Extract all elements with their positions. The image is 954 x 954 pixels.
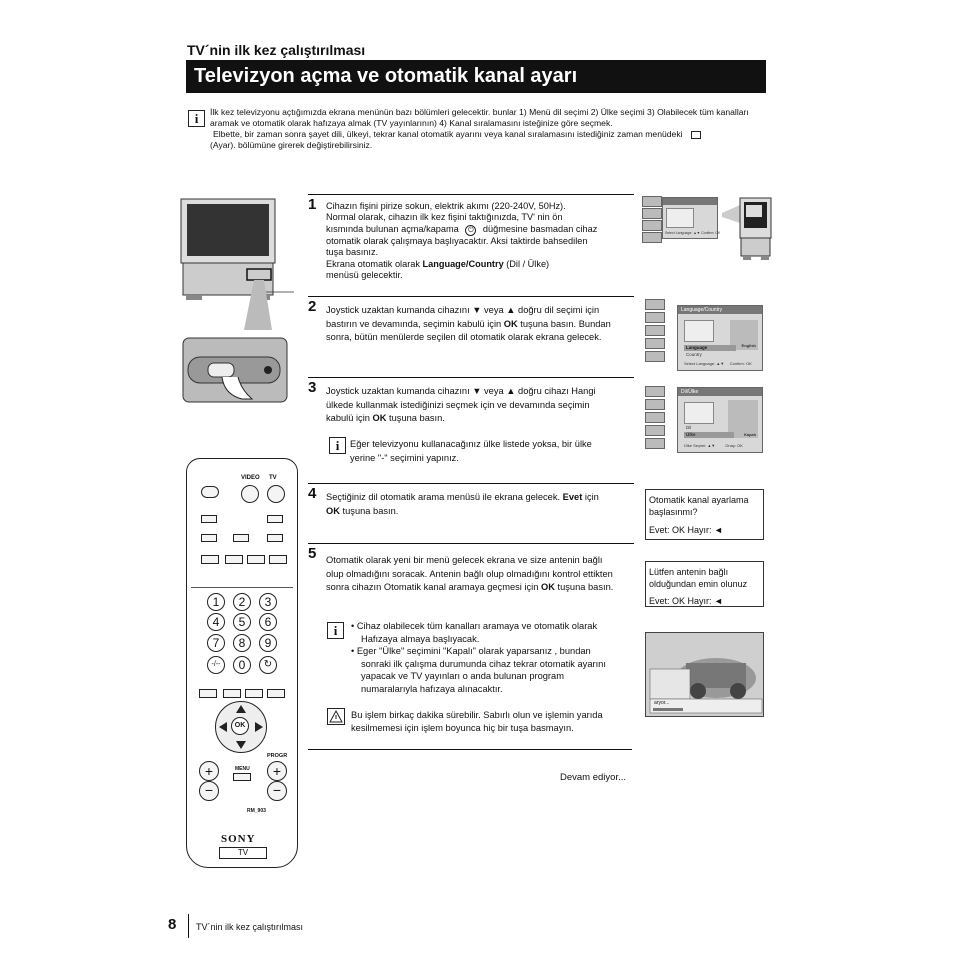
remote-video-label: VIDEO xyxy=(241,475,260,481)
step-2-line: Joystick uzaktan kumanda cihazını ▼ veya ▲ doğru dil seçimi için xyxy=(326,305,600,315)
dil-ulke-screen: Dil/Ülke Kapalı Dil Ülke Ülke Seçimi: ▲▼ Onay: OK xyxy=(677,387,763,453)
step-4-number: 4 xyxy=(308,485,317,502)
step-4-bold: Evet xyxy=(562,492,583,502)
screen-3-ulke: Ülke xyxy=(684,432,734,438)
section-title: TV´nin ilk kez çalıştırılması xyxy=(187,42,366,58)
note-line: • Cihaz olabilecek tüm kanalları aramaya ve otomatik olarak xyxy=(351,621,598,631)
power-button-closeup xyxy=(182,337,288,403)
power-icon: ⏻ xyxy=(465,225,476,236)
language-country-screen: Language/Country English Language Country Select Language: ▲▼ Confirm: OK xyxy=(677,305,763,371)
num-button-1[interactable]: 1 xyxy=(207,593,225,611)
remote-brand: SONY xyxy=(221,833,256,845)
step-3-line: kabulü için xyxy=(326,413,373,424)
step-5-bold: OK xyxy=(540,582,555,593)
screen-2-english: English xyxy=(741,343,756,348)
program-plus-button[interactable]: + xyxy=(267,761,287,781)
num-button-3[interactable]: 3 xyxy=(259,593,277,611)
step-5-number: 5 xyxy=(308,545,317,562)
step-1-line: otomatik olarak çalışmaya başlıyacaktır. Aksi taktirde bahsedilen xyxy=(326,235,588,246)
step-3-text xyxy=(326,385,636,426)
step-3-note-line: yerine "-" seçimini yapınız. xyxy=(350,452,459,463)
screen-2-title: Language/Country xyxy=(678,306,762,314)
intro-line1: İlk kez televizyonu açtığımızda ekrana menünün bazı bölümleri gelecektir. bunlar 1) Menü dil seçimi 2) Ülke seçimi 3) Olabilecek tüm kanalları aramak ve otomatik olarak hafızaya almak (TV yayınlarının) 4) Kanal sıralamasını isteğinize göre seçmek. xyxy=(210,107,749,128)
step-3-bold: OK xyxy=(372,413,387,424)
remote-tv-badge: TV xyxy=(219,847,267,859)
step-5-text xyxy=(326,554,638,595)
remote-menu-label: MENU xyxy=(235,766,250,772)
step-4-line: için xyxy=(582,492,599,502)
info-icon: i xyxy=(188,110,205,127)
screen-2-language: Language xyxy=(684,345,736,351)
step-4-bold: OK xyxy=(326,506,340,516)
intro-text xyxy=(210,107,770,151)
step-5-line: sonra cihazın Otomatik kanal aramaya geçmesi için xyxy=(326,582,541,593)
arrow-lines xyxy=(236,280,296,330)
remote-row-button[interactable] xyxy=(201,555,219,564)
search-notes xyxy=(351,620,641,696)
num-button-6[interactable]: 6 xyxy=(259,613,277,631)
remote-row-button[interactable] xyxy=(233,534,249,542)
remote-divider xyxy=(191,587,293,588)
step-2-text xyxy=(326,304,636,345)
intro-line2: Elbette, bir zaman sonra şayet dili, ülkeyi, tekrar kanal otomatik ayarını veya kanal sıralamasını istediğiniz zaman menüdeki xyxy=(213,129,683,139)
antenna-check-prompt xyxy=(645,561,764,607)
info-icon: i xyxy=(327,622,344,639)
screen-2-confirm: Confirm: OK xyxy=(729,361,752,366)
remote-row-button[interactable] xyxy=(267,515,283,523)
note-line: numaralarıyla hafızaya alınacaktır. xyxy=(361,683,503,694)
prompt-line: olduğundan emin olunuz xyxy=(649,579,748,589)
search-status: aryor... xyxy=(654,700,670,706)
page-number: 8 xyxy=(168,916,177,933)
remote-row-button[interactable] xyxy=(269,555,287,564)
screen-3-title: Dil/Ülke xyxy=(678,388,762,396)
num-button-5[interactable]: 5 xyxy=(233,613,251,631)
warning-text xyxy=(351,709,641,734)
prompt-line: Evet: OK Hayır: ◄ xyxy=(649,525,723,535)
note-line: sonraki ilk çalışma durumunda cihaz tekrar otomatik ayarını xyxy=(361,658,606,669)
note-line: Hafızaya almaya başlıyacak. xyxy=(361,633,480,644)
step-3-line: tuşuna basın. xyxy=(386,413,445,424)
intro-line3: (Ayar). bölümüne girerek değiştirebilirsiniz. xyxy=(210,140,373,150)
recall-button[interactable]: ↻ xyxy=(259,656,277,674)
prompt-line: Evet: OK Hayır: ◄ xyxy=(649,596,723,606)
program-minus-button[interactable]: − xyxy=(267,781,287,801)
screen-1-select: Select Language: xyxy=(665,231,693,235)
step-5-line: tuşuna basın. xyxy=(554,582,614,593)
step-4-text xyxy=(326,490,636,518)
setup-icon xyxy=(691,131,701,139)
joystick[interactable] xyxy=(215,701,267,753)
step-1-number: 1 xyxy=(308,196,317,213)
step-1-line: Cihazın fişini pirize sokun, elektrik akımı (220-240V, 50Hz). xyxy=(326,201,566,211)
step-5-line: olup olmadığını soracak. Antenin bağlı olup olmadığını kontrol ettikten xyxy=(326,568,613,579)
step-5-rule xyxy=(308,543,634,544)
step-3-line: ülkede kullanmak istediğinizi seçmek için ve devamında seçimin xyxy=(326,399,590,410)
auto-search-screen xyxy=(645,632,764,717)
screen-3-dil: Dil xyxy=(686,425,692,430)
ok-button[interactable]: OK xyxy=(231,717,249,735)
picture-mode-button[interactable] xyxy=(223,689,241,698)
end-rule xyxy=(308,749,632,750)
remote-model: RM_903 xyxy=(247,808,266,814)
info-icon: i xyxy=(329,437,346,454)
screen-2-select: Select Language: xyxy=(684,361,716,366)
step-5-line: Otomatik olarak yeni bir menü gelecek ekrana ve size antenin bağlı xyxy=(326,555,603,565)
num-button-0[interactable]: 0 xyxy=(233,656,251,674)
remote-tv-label: TV xyxy=(269,475,277,481)
step-2-number: 2 xyxy=(308,298,317,315)
step-2-rule xyxy=(308,296,634,297)
menu-tabs xyxy=(645,386,665,449)
step-1-line: (Dil / Ülke) xyxy=(503,258,550,269)
warning-line: Bu işlem birkaç dakika sürebilir. Sabırlı olun ve işlemin yarıda xyxy=(351,710,603,720)
step-4-line: tuşuna basın. xyxy=(339,506,399,516)
warning-line: kesilmemesi için işlem boyunca hiç bir tuşa basmayın. xyxy=(351,722,574,733)
step-1-line: düğmesine basmadan cihaz xyxy=(482,223,598,234)
remote-progr-label: PROGR xyxy=(267,753,288,759)
footer-divider xyxy=(188,914,189,938)
step-1-line: menüsü gelecektir. xyxy=(326,270,403,281)
favourite-button[interactable] xyxy=(267,689,285,698)
footer-text: TV´nin ilk kez çalıştırılması xyxy=(196,922,304,932)
step-1-line: tuşa basınız. xyxy=(326,247,379,258)
num-button-2[interactable]: 2 xyxy=(233,593,251,611)
prompt-line: Otomatik kanal ayarlama xyxy=(649,495,749,505)
note-line: • Eger "Ülke" seçimini "Kapalı" olarak yaparsanız , bundan xyxy=(351,646,591,657)
video-power-button[interactable] xyxy=(241,485,259,503)
step-3-note-line: Eğer televizyonu kullanacağınız ülke listede yoksa, bir ülke xyxy=(350,439,592,449)
continue-text: Devam ediyor... xyxy=(560,772,626,783)
teletext-button[interactable] xyxy=(245,689,263,698)
menu-tabs xyxy=(642,196,662,244)
step-2-line: sonra, bütün menülerde seçilen dil otomatik olarak ekrana gelecek. xyxy=(326,332,602,343)
step-1-line: Ekrana otomatik olarak xyxy=(326,258,423,269)
num-button-4[interactable]: 4 xyxy=(207,613,225,631)
step-4-rule xyxy=(308,483,634,484)
tv-power-button[interactable] xyxy=(267,485,285,503)
step-1-line: kısmında bulunan açma/kapama xyxy=(326,223,459,234)
step-1-line: Normal olarak, cihazın ilk kez fişini taktığınızda, TV' nin ön xyxy=(326,212,563,223)
screen-2-country: Country xyxy=(686,352,702,357)
auto-tuning-prompt xyxy=(645,489,764,540)
prompt-line: Lütfen antenin bağlı xyxy=(649,567,729,577)
warning-icon xyxy=(327,708,345,725)
note-line: yapacak ve TV yayınları o anda bulunan program xyxy=(361,671,564,682)
remote-control xyxy=(186,458,298,868)
volume-plus-button[interactable]: + xyxy=(199,761,219,781)
step-2-bold: OK xyxy=(503,318,518,329)
remote-row-button[interactable] xyxy=(267,534,283,542)
screen-3-confirm: Onay: OK xyxy=(725,443,743,448)
menu-button[interactable] xyxy=(233,773,251,781)
remote-row-button[interactable] xyxy=(247,555,265,564)
step-1-bold: Language/Country xyxy=(422,258,504,269)
screen-3-select: Ülke Seçimi: xyxy=(684,443,707,448)
menu-screen-1: Select Language: ▲▼ Confirm: OK xyxy=(662,197,718,239)
screen-3-kapali: Kapalı xyxy=(743,432,756,437)
step-3-number: 3 xyxy=(308,379,317,396)
num-button-8[interactable]: 8 xyxy=(233,634,251,652)
prompt-line: başlasınmı? xyxy=(649,507,698,517)
step-1-rule xyxy=(308,194,634,195)
sound-mode-button[interactable] xyxy=(199,689,217,698)
step-4-line: Seçtiğiniz dil otomatik arama menüsü ile ekrana gelecek. xyxy=(326,492,563,502)
step-3-note xyxy=(350,438,640,465)
remote-row-button[interactable] xyxy=(225,555,243,564)
num-button-9[interactable]: 9 xyxy=(259,634,277,652)
double-digit-button[interactable]: -/-- xyxy=(207,656,225,674)
step-1-text xyxy=(326,201,636,281)
step-2-line: tuşuna basın. Bundan xyxy=(517,318,611,329)
volume-minus-button[interactable]: − xyxy=(199,781,219,801)
remote-row-button[interactable] xyxy=(201,515,217,523)
step-3-line: Joystick uzaktan kumanda cihazını ▼ veya ▲ doğru cihazı Hangi xyxy=(326,386,596,396)
step-3-rule xyxy=(308,377,634,378)
screen-1-confirm: Confirm: OK xyxy=(701,231,721,235)
mute-button[interactable] xyxy=(201,486,219,498)
menu-tabs xyxy=(645,299,665,362)
page-title: Televizyon açma ve otomatik kanal ayarı xyxy=(186,60,766,93)
remote-row-button[interactable] xyxy=(201,534,217,542)
num-button-7[interactable]: 7 xyxy=(207,634,225,652)
small-tv-illustration xyxy=(722,197,772,261)
step-2-line: bastırın ve devamında, seçimin kabulü için xyxy=(326,318,504,329)
